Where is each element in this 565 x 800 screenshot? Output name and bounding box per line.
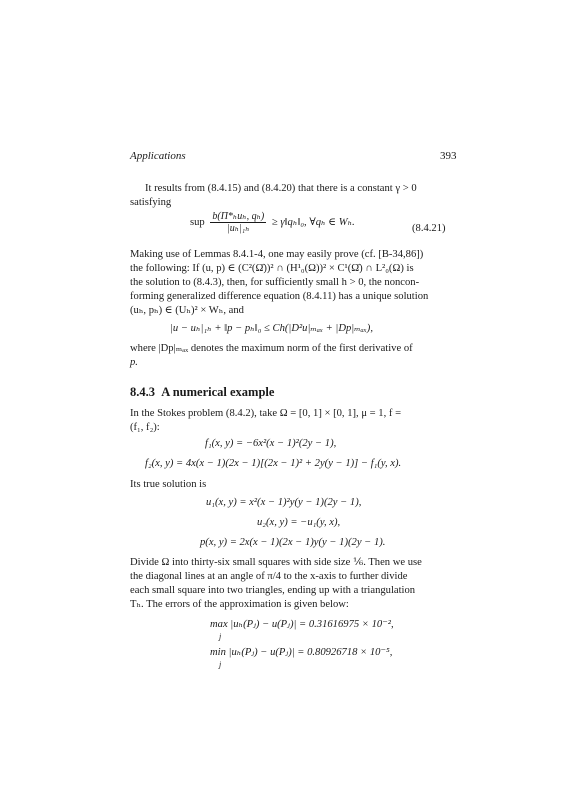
paragraph-line: each small square into two triangles, ending up with a triangulation [130, 585, 416, 596]
paragraph-line: p. [130, 357, 138, 368]
equation-u2: u₂(x, y) = −u₁(y, x), [257, 517, 341, 528]
paragraph-line: Divide Ω into thirty-six small squares with side size ⅙. Then we use [130, 557, 422, 568]
running-title: Applications [130, 150, 186, 162]
paragraph-line: the following: If (u, p) ∈ (C²(Ω̄))² ∩ (H¹₀(Ω))² × C¹(Ω̄) ∩ L²₀(Ω) is [130, 263, 414, 274]
paragraph-line: Tₕ. The errors of the approximation is given below: [130, 599, 349, 610]
paragraph-line: satisfying [130, 197, 172, 208]
equation-p: p(x, y) = 2x(x − 1)(2x − 1)y(y − 1)(2y − 1). [200, 537, 386, 548]
equation-min-error: min |uₕ(Pⱼ) − u(Pⱼ)| = 0.80926718 × 10⁻⁵, [210, 647, 393, 658]
paragraph-line: Its true solution is [130, 479, 207, 490]
equation-f1: f₁(x, y) = −6x²(x − 1)²(2y − 1), [205, 438, 337, 449]
paragraph-line: In the Stokes problem (8.4.2), take Ω = [0, 1] × [0, 1], μ = 1, f = [130, 408, 402, 419]
section-heading [130, 385, 274, 400]
inequality-rhs: ≥ γ‖qₕ‖₀, ∀qₕ ∈ Wₕ. [271, 216, 355, 228]
equation-f2: f₂(x, y) = 4x(x − 1)(2x − 1)[(2x − 1)² + 2y(y − 1)] − f₁(y, x). [145, 458, 402, 469]
paragraph-line: Making use of Lemmas 8.4.1-4, one may easily prove (cf. [B-34,86]) [130, 249, 424, 260]
page-number: 393 [440, 150, 457, 162]
paragraph-line: where |Dp|ₘₐₓ denotes the maximum norm of the first derivative of [130, 343, 413, 354]
equation-u1: u₁(x, y) = x²(x − 1)²y(y − 1)(2y − 1), [206, 497, 362, 508]
fraction-numerator: b(Π*ₕuₕ, qₕ) [212, 211, 265, 222]
error-estimate-equation: |u − uₕ|₁ₕ + ‖p − pₕ‖₀ ≤ Ch(|D²u|ₘₐₓ + |Dp|ₘₐₓ), [170, 323, 373, 334]
fraction-denominator: |uₕ|₁ₕ [226, 223, 250, 234]
fraction [210, 211, 266, 234]
subscript-index: j [219, 632, 222, 641]
paragraph-line: the diagonal lines at an angle of π/4 to the x-axis to further divide [130, 571, 408, 582]
paragraph-line: It results from (8.4.15) and (8.4.20) that there is a constant γ > 0 [145, 183, 417, 194]
paragraph-line: (uₕ, pₕ) ∈ (Uₕ)² × Wₕ, and [130, 305, 244, 316]
subscript-index: j [219, 660, 222, 669]
paragraph-line: (f₁, f₂): [130, 422, 160, 433]
equation-number: (8.4.21) [412, 223, 446, 234]
paragraph-line: forming generalized difference equation (8.4.11) has a unique solution [130, 291, 429, 302]
sup-operator: sup [190, 216, 205, 228]
paragraph-line: the solution to (8.4.3), then, for sufficiently small h > 0, the noncon- [130, 277, 420, 288]
equation-8-4-21 [190, 211, 355, 234]
section-number: 8.4.3 [130, 385, 155, 399]
equation-max-error: max |uₕ(Pⱼ) − u(Pⱼ)| = 0.31616975 × 10⁻², [210, 619, 394, 630]
section-title: A numerical example [161, 385, 275, 399]
